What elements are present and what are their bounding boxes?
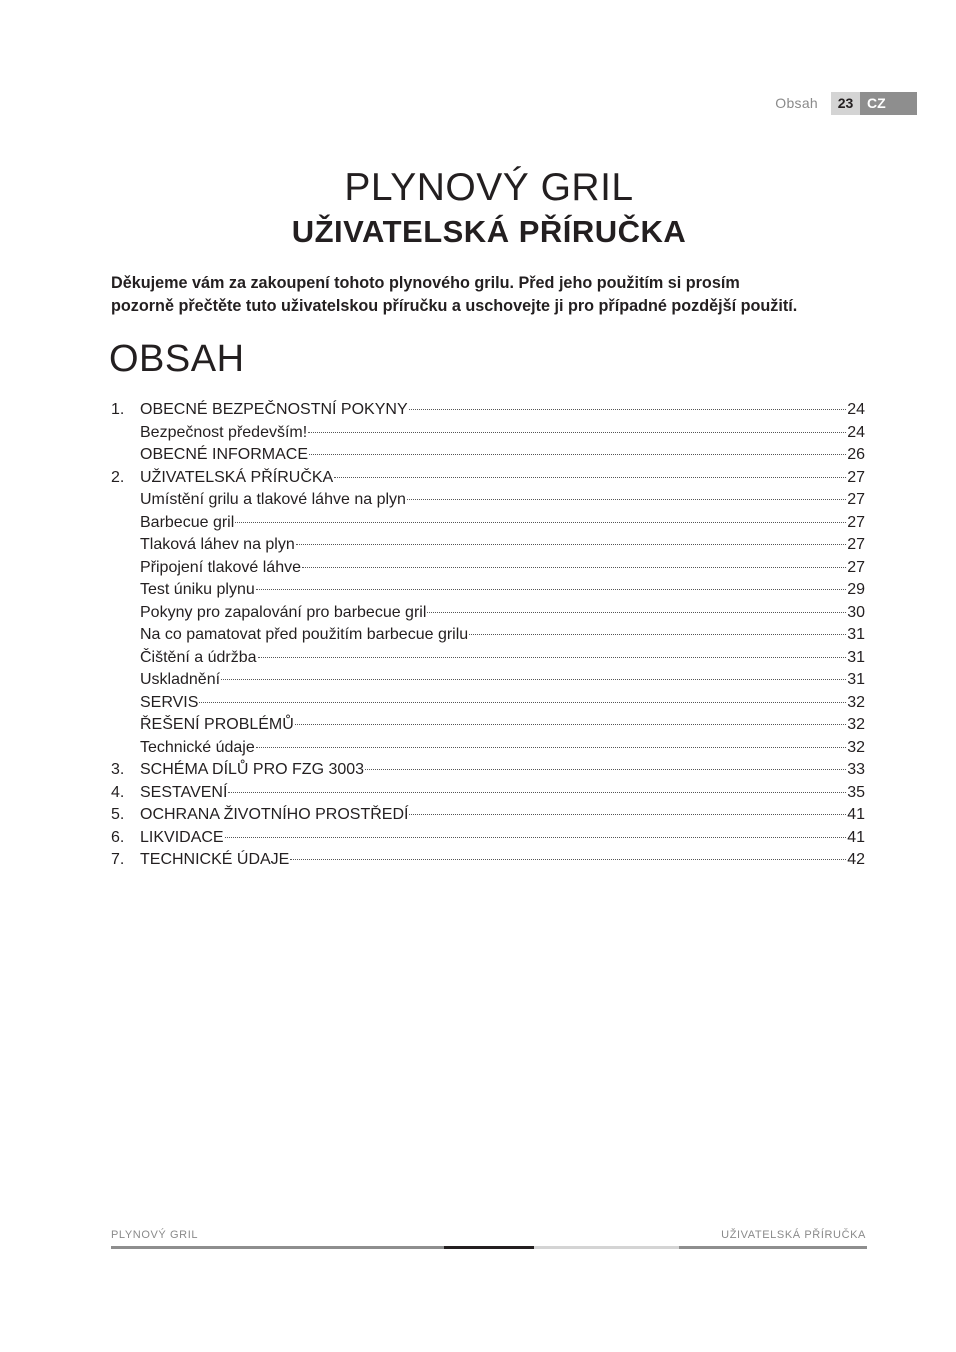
toc-entry-page: 27 <box>847 536 865 553</box>
toc-entry-page: 27 <box>847 558 865 576</box>
toc-entry-title: UŽIVATELSKÁ PŘÍRUČKA <box>140 468 334 486</box>
toc-entry-leader <box>225 837 847 838</box>
intro-line-2: pozorně přečtěte tuto uživatelskou příručku a uschovejte ji pro případné pozdější použití. <box>111 297 798 315</box>
toc-entry-leader <box>309 454 846 455</box>
document-subtitle: UŽIVATELSKÁ PŘÍRUČKA <box>291 214 687 249</box>
toc-entry-leader <box>334 477 846 478</box>
toc-entry-leader <box>302 567 846 568</box>
toc-entry-page: 32 <box>847 738 865 756</box>
footer-right-label: UŽIVATELSKÁ PŘÍRUČKA <box>721 1229 866 1241</box>
toc-entry-page: 26 <box>847 446 865 463</box>
toc-entry-number: 3. <box>111 761 125 778</box>
toc-entry <box>111 534 865 557</box>
toc-entry-leader <box>199 702 846 703</box>
toc-entry-leader <box>296 544 846 545</box>
toc-entry-page: 31 <box>847 671 865 688</box>
toc-entry-title: Tlaková láhev na plyn <box>140 536 295 553</box>
footer-rule-segment <box>679 1246 867 1249</box>
toc-entry-page: 27 <box>847 491 865 508</box>
toc-entry <box>111 399 865 422</box>
toc-entry <box>111 827 865 850</box>
toc-entry-leader <box>295 724 846 725</box>
toc-entry-number: 6. <box>111 828 125 846</box>
toc-entry-page: 30 <box>847 603 865 621</box>
toc-entry-title: ŘEŠENÍ PROBLÉMŮ <box>140 716 294 733</box>
toc-entry-leader <box>228 792 846 793</box>
toc-entry-leader <box>256 747 846 748</box>
toc-entry-page: 32 <box>847 716 865 733</box>
intro-line-1: Děkujeme vám za zakoupení tohoto plynového grilu. Před jeho použitím si prosím <box>111 274 740 292</box>
toc-entry-leader <box>409 409 847 410</box>
toc-entry-leader <box>407 499 846 500</box>
toc-entry <box>111 467 865 490</box>
toc-entry-page: 35 <box>847 783 865 801</box>
toc-entry-leader <box>256 589 846 590</box>
toc-entry-title: Barbecue gril <box>140 513 235 531</box>
toc-entry <box>111 624 865 647</box>
toc-entry-leader <box>290 859 846 860</box>
toc-entry-page: 27 <box>847 513 865 531</box>
toc-entry <box>111 602 865 625</box>
toc-entry <box>111 489 865 512</box>
toc-entry-page: 24 <box>847 401 865 418</box>
toc-entry <box>111 512 865 535</box>
toc-entry-title: OCHRANA ŽIVOTNÍHO PROSTŘEDÍ <box>140 806 409 823</box>
footer-left-label: PLYNOVÝ GRIL <box>111 1229 199 1241</box>
toc-entry-number: 4. <box>111 783 125 801</box>
toc-entry-number: 7. <box>111 851 125 868</box>
toc-entry-title: SESTAVENÍ <box>140 783 228 801</box>
toc-entry-title: Technické údaje <box>140 738 255 756</box>
toc-entry-leader <box>221 679 846 680</box>
toc-entry-page: 32 <box>847 693 865 711</box>
intro-paragraph <box>111 272 881 318</box>
toc-entry-leader <box>235 522 846 523</box>
toc-entry <box>111 579 865 602</box>
toc-entry <box>111 714 865 737</box>
toc-entry-title: SCHÉMA DÍLŮ PRO FZG 3003 <box>140 761 365 778</box>
toc-entry-title: OBECNÉ INFORMACE <box>140 446 309 463</box>
toc-entry-page: 41 <box>847 828 865 846</box>
toc-entry <box>111 804 865 827</box>
header-section-label: Obsah <box>775 95 818 111</box>
toc-entry-title: Bezpečnost především! <box>140 423 308 441</box>
table-of-contents <box>111 399 865 872</box>
toc-entry-title: Uskladnění <box>140 671 221 688</box>
toc-entry-page: 33 <box>847 761 865 778</box>
toc-entry-leader <box>469 634 846 635</box>
toc-entry-leader <box>308 432 846 433</box>
toc-entry-title: SERVIS <box>140 693 199 711</box>
toc-entry <box>111 444 865 467</box>
footer-rule <box>111 1246 867 1249</box>
toc-entry-title: LIKVIDACE <box>140 828 224 846</box>
toc-entry-number: 2. <box>111 468 125 486</box>
footer-rule-segment <box>111 1246 444 1249</box>
toc-entry-number: 1. <box>111 401 125 418</box>
toc-entry-title: Připojení tlakové láhve <box>140 558 301 576</box>
page-header <box>0 92 956 115</box>
toc-entry-leader <box>409 814 846 815</box>
toc-entry-page: 42 <box>847 851 865 868</box>
toc-entry-title: Pokyny pro zapalování pro barbecue gril <box>140 603 427 621</box>
header-page-number: 23 <box>831 92 860 115</box>
toc-entry <box>111 557 865 580</box>
footer-rule-segment <box>444 1246 534 1249</box>
toc-entry-number: 5. <box>111 806 125 823</box>
header-language-tab: CZ <box>860 92 917 115</box>
toc-entry-title: Na co pamatovat před použitím barbecue grilu <box>140 626 469 643</box>
toc-entry <box>111 669 865 692</box>
toc-entry-title: Umístění grilu a tlakové láhve na plyn <box>140 491 406 508</box>
toc-entry <box>111 692 865 715</box>
toc-entry-title: OBECNÉ BEZPEČNOSTNÍ POKYNY <box>140 401 408 418</box>
toc-entry <box>111 759 865 782</box>
toc-entry-page: 27 <box>847 468 865 486</box>
toc-entry-page: 31 <box>847 626 865 643</box>
toc-entry-leader <box>427 612 846 613</box>
toc-entry-page: 24 <box>847 423 865 441</box>
toc-entry <box>111 849 865 872</box>
toc-entry <box>111 422 865 445</box>
toc-entry-leader <box>365 769 846 770</box>
toc-entry-title: Čištění a údržba <box>140 648 257 666</box>
toc-entry-page: 29 <box>847 581 865 598</box>
toc-entry-page: 41 <box>847 806 865 823</box>
document-title: PLYNOVÝ GRIL <box>344 166 634 209</box>
toc-entry-leader <box>258 657 847 658</box>
toc-entry <box>111 782 865 805</box>
toc-entry <box>111 737 865 760</box>
toc-entry-title: TECHNICKÉ ÚDAJE <box>140 851 290 868</box>
footer-rule-segment <box>534 1246 679 1249</box>
toc-entry-page: 31 <box>847 648 865 666</box>
toc-entry-title: Test úniku plynu <box>140 581 255 598</box>
toc-entry <box>111 647 865 670</box>
toc-heading: OBSAH <box>109 338 245 380</box>
